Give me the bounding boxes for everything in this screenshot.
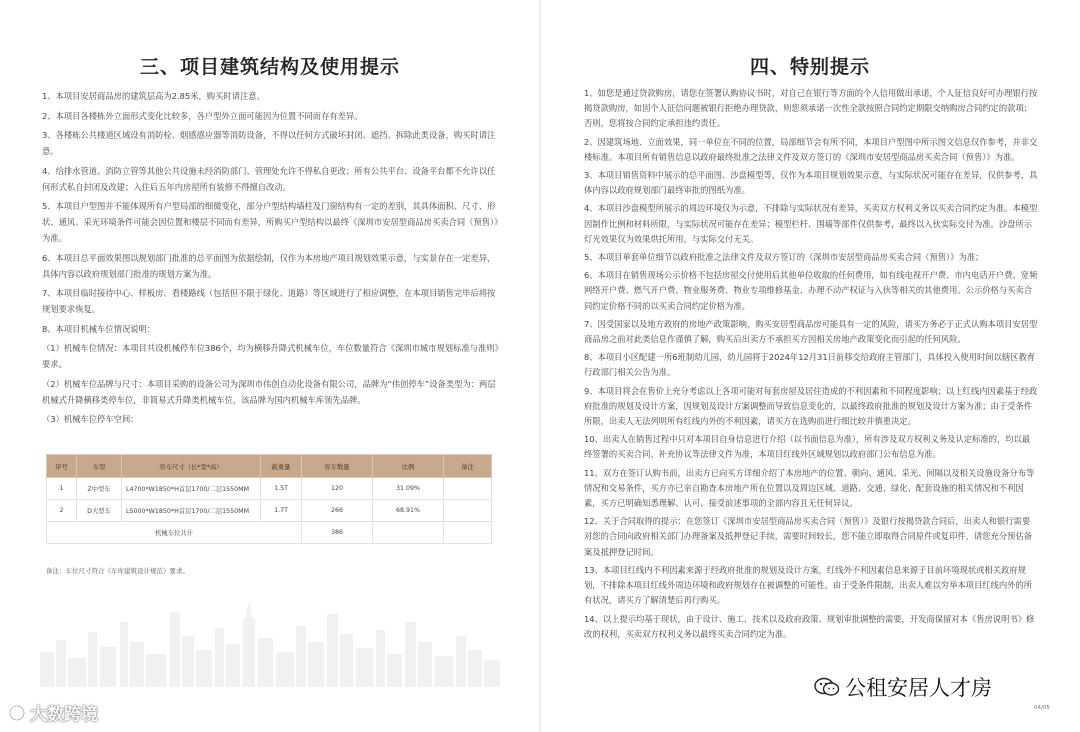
cell: L4700*W1850*H首层1700/二层1550MM: [122, 478, 261, 500]
page-number: 04/05: [1034, 705, 1050, 711]
list-item: 5、本项目单套单位细节以政府批准之法律文件及双方签订的《深圳市安居型商品房买卖合同（预售）》为准；: [584, 252, 984, 263]
right-title: 四、特别提示: [749, 56, 870, 78]
cell: [444, 478, 492, 500]
list-item: 6、本项目在销售现场公示价格不包括房屋交付使用后其他单位收取的任何费用，如有线电视开户费、市内电话开户费、宽频网络开户费、燃气开户费、物业服务费、物业专项维修基金、办理不动产权证与入伙等相关的其他费用。公示价格与买卖合同约定价格不同的以买卖合同约定价格为准。: [584, 270, 1038, 311]
right-items: [584, 86, 1038, 645]
cell: 68.91%: [373, 500, 444, 522]
cell: 1.5T: [261, 478, 302, 500]
watermark-right: [814, 672, 992, 702]
total-value: 386: [302, 522, 373, 544]
watermark-right-text: 公租安居人才房: [845, 676, 992, 700]
table-row: [47, 478, 492, 500]
wechat-icon: [814, 677, 840, 697]
cell: L5000*W1850*H首层1700/二层1550MM: [122, 500, 261, 522]
cell: D大型车: [77, 500, 122, 522]
watermark-logo-icon: [8, 704, 26, 722]
list-item: （3）机械车位停车空间：: [42, 414, 139, 424]
list-item: 8、本项目小区配建一所6班制幼儿园，幼儿园将于2024年12月31日前移交给政府主管部门，具体投入使用时间以辖区教育行政部门相关公告为准。: [584, 352, 1036, 378]
list-item: 12、关于合同取得的提示：在您签订《深圳市安居型商品房买卖合同（预售）》及银行按揭贷款合同后，出卖人和银行需要对您的合同向政府相关部门办理备案及抵押登记手续，需要时间较长，您不能立即取得合同原件或复印件，请您充分预估备案及抵押登记时间。: [584, 516, 1033, 557]
cell: 266: [302, 500, 373, 522]
list-item: 10、出卖人在销售过程中只对本项目自身信息进行介绍（以书面信息为准），所有涉及双方权利义务及认定标准的，均以最终签署的买卖合同、补充协议等法律文件为准，本项目红线外区域规划以政府部门公布信息为准。: [584, 434, 1031, 460]
list-item: 6、本项目总平面效果图以规划部门批准的总平面图为依据绘制，仅作为本房地产项目规划效果示意，与实景存在一定差异，具体内容以政府规划部门批准的规划方案为准。: [42, 252, 496, 279]
th-remark: 备注: [444, 455, 492, 478]
table-note: 备注：车位尺寸符合《车库建筑设计规范》要求。: [46, 567, 189, 575]
list-item: 4、给排水管道、消防立管等其他公共设施未经消防部门、管理处允许不得私自更改；所有公共平台、设备平台都不允许以任何形式私自封闭及改建；入住后五年内房屋所有装修不得擅自改动。: [42, 165, 496, 192]
cell: 1: [47, 478, 77, 500]
list-item: 1、如您是通过贷款购房，请您在签署认购协议书时，对自己在银行等方面的个人信用做出承诺，个人征信良好可办理银行按揭贷款购房，如因个人征信问题被银行拒绝办理贷款，则您须承诺一次性全款按照合同约定期限交纳购房合同约定的款项；否则，您将按合同约定承担违约责任。: [584, 88, 1038, 129]
list-item: 13、本项目红线内不利因素来源于经政府批准的规划及设计方案，红线外不利因素信息来源于目前环境现状或相关政府规划，不排除本项目红线外周边环境和政府规划存在被调整的可能性。由于受条件限制，出卖人难以穷举本项目红线内外的所有状况，请买方了解清楚后再行购买。: [584, 564, 1033, 606]
th-size: 容车尺寸（长*宽*高）: [122, 455, 261, 478]
list-item: 9、本项目将会在售价上充分考虑以上各项可能对每套房屋及居住造成的不利因素和不同程度影响；以上红线内因素基于经政府批准的规划及设计方案，因规划及设计方案调整而导致信息变化的，以最终政府批准的规划及设计方案为准；由于受条件所限，出卖人无法列明所有红线内外的不利因素，请买方在选购前进行细比较并慎重决定。: [584, 385, 1038, 427]
list-item: 5、本项目户型图并不能体现所有户型局部的细微变化，部分户型结构墙柱及门窗结构有一定的差别，其具体面积、尺寸、形状、通风、采光环境条件可能会因位置和楼层不同而有差异，所购买户型结构以最终《深圳市安居型商品房买卖合同（预售）》为准。: [42, 201, 499, 243]
parking-table-header: [47, 455, 492, 478]
list-item: 14、以上提示均基于现状，由于设计、施工、技术以及政府政策、规划审批调整的需要，开发商保留对本《售房说明书》修改的权利，买卖双方权利义务以最终买卖合同约定为准。: [584, 613, 1035, 639]
list-item: （2）机械车位品牌与尺寸：本项目采购的设备公司为深圳市伟创自动化设备有限公司，品牌为“伟创停车”设备类型为：两层机械式升降横移类停车位，非简易式升降类机械车位，该品牌为国内机械车库领先品牌。: [42, 378, 496, 405]
th-index: 序号: [47, 455, 77, 478]
list-item: 11、双方在签订认购书前，出卖方已向买方详细介绍了本房地产的位置、朝向、通风、采光、间隔以及相关设施设备分布等情况和交易条件，买方亦已亲自勘查本房地产所在位置以及周边区域、道路、交通、绿化、配套设施的相关情况和不利因素，买方已明确知悉理解、认可、接受前述事项的全部内容且无任何异议。: [584, 467, 1035, 509]
list-item: （1）机械车位情况：本项目共设机械停车位386个，均为横移升降式机械车位，车位数量符合《深圳市城市规划标准与准则》要求。: [42, 343, 499, 369]
cell: 120: [302, 478, 373, 500]
total-label: 机械车位共计: [47, 522, 302, 544]
cell: [444, 500, 492, 522]
parking-table: [46, 454, 492, 544]
left-title: 三、项目建筑结构及使用提示: [139, 56, 400, 78]
watermark-left: [8, 700, 98, 725]
list-item: 7、本项目临时接待中心、样板房、看楼路线（包括但不限于绿化、道路）等区域进行了相应调整，在本项目销售完毕后将按规划要求恢复。: [42, 288, 496, 314]
cell: 1.7T: [261, 500, 302, 522]
list-item: 3、各楼栋公共楼道区域设有消防栓、烟感感应器等消防设备，不得以任何方式破坏封闭、遮挡、拆除此类设备，购买时请注意。: [42, 130, 496, 156]
list-item: 4、本项目沙盘模型所展示的周边环境仅为示意，不排除与实际状况有差异，买卖双方权利义务以买卖合同约定为准。本模型因制作比例和材料所限，与实际状况可能存在差异；模型栏杆、围墙等部件仅供参考，最终以入伙实际交付为准。沙盘所示灯光效果仅为效果烘托所用，与实际交付无关。: [584, 203, 1038, 244]
list-item: 8、本项目机械车位情况说明：: [42, 323, 156, 334]
table-total-row: [47, 522, 492, 544]
th-load: 载重量: [261, 455, 302, 478]
cell: 31.09%: [373, 478, 444, 500]
th-type: 车型: [77, 455, 122, 478]
list-item: 2、因建筑场地、立面效果，同一单位在不同的位置，局部细节会有所不同，本项目户型图中所示图文信息仅作参考，并非交楼标准。本项目所有销售信息以政府最终批准之法律文件及双方签订的《深圳市安居型商品房买卖合同（预售）》为准。: [584, 136, 1038, 162]
watermark-left-text: 大数跨境: [30, 705, 98, 725]
list-item: 3、本项目销售资料中展示的总平面图、沙盘模型等，仅作为本项目规划效果示意，与实际状况可能存在差异，仅供参考，具体内容以政府规划部门最终审批的图纸为准。: [584, 170, 1038, 196]
th-ratio: 比例: [373, 455, 444, 478]
cell: 2: [47, 500, 77, 522]
city-skyline-image: [40, 592, 500, 687]
left-items: [42, 88, 500, 431]
right-page: [540, 0, 1080, 732]
list-item: 2、本项目各楼栋外立面形式变化比较多，各户型外立面可能因为位置不同而存有差异。: [42, 110, 363, 121]
cell: Z中型车: [77, 478, 122, 500]
cell: [444, 522, 492, 544]
list-item: 1、本项目安居商品房的建筑层高为2.85米，购买时请注意。: [42, 91, 265, 101]
table-row: [47, 500, 492, 522]
th-count: 容车数量: [302, 455, 373, 478]
list-item: 7、因受国家以及地方政府的房地产政策影响，购买安居型商品房可能具有一定的风险，请买方务必于正式认购本项目安居型商品房之前对此类信息作谨慎了解，购买后出卖方不承担买方因相关房地产政策变化而引起的任何风险。: [584, 318, 1038, 345]
cell: [373, 522, 444, 544]
